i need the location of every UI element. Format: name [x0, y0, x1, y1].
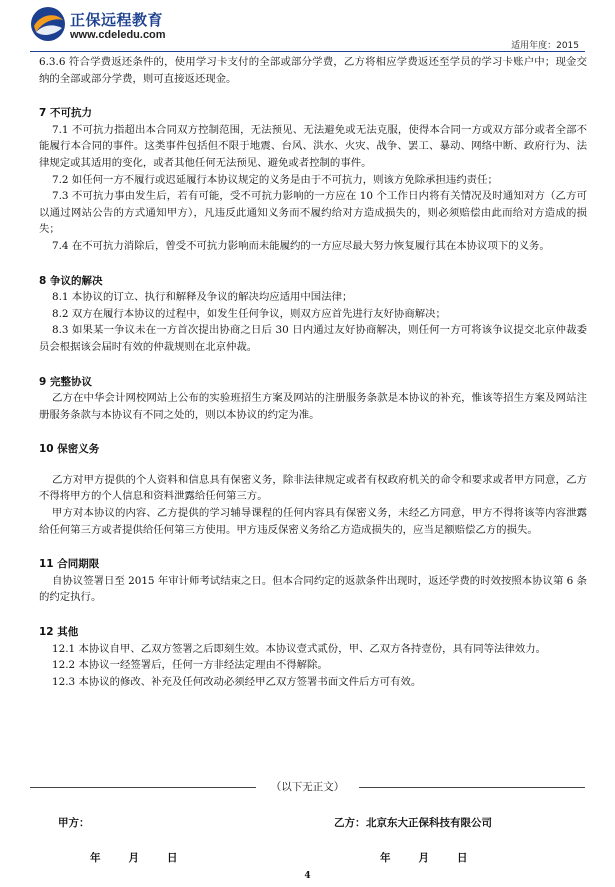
date-year: 年: [90, 852, 101, 864]
section-heading: 10 保密义务: [39, 443, 100, 456]
party-a-label: 甲方：: [58, 817, 90, 829]
spacer: [39, 255, 587, 273]
clause-paragraph: 自协议签署日至 2015 年审计师考试结束之日。但本合同约定的返款条件出现时，返还学费的时效按照本协议第 6 条的约定执行。: [39, 574, 587, 604]
section-heading: 7 不可抗力: [39, 107, 92, 120]
clause-paragraph: 乙方在中华会计网校网站上公布的实验班招生方案及网站的注册服务条款是本协议的补充，惟该等招生方案及网站注册服务条款与本协议有不同之处的，则以本协议的约定为准。: [39, 392, 587, 421]
clause-paragraph: 8.2 双方在履行本协议的过程中，如发生任何争议，则双方应首先进行友好协商解决；: [52, 307, 446, 320]
spacer: [39, 87, 587, 105]
page-number: 4: [304, 871, 311, 881]
clause-paragraph: 7.4 在不可抗力消除后，曾受不可抗力影响而未能履约的一方应尽最大努力恢复履行其在本协议项下的义务。: [52, 239, 550, 252]
spacer: [39, 606, 587, 624]
party-b-label: 乙方：: [334, 817, 366, 829]
clause-paragraph: 12.3 本协议的修改、补充及任何改动必须经甲乙双方签署书面文件后方可有效。: [52, 675, 422, 688]
clause-paragraph: 7.2 如任何一方不履行或迟延履行本协议规定的义务是由于不可抗力，则该方免除承担违约责任；: [52, 173, 498, 186]
brand-name: 正保远程教育: [70, 11, 164, 29]
section-heading: 12 其他: [39, 626, 79, 639]
spacer: [39, 356, 587, 374]
applicable-year: 适用年度：2015: [511, 41, 579, 51]
brand-url: www.cdeledu.com: [70, 29, 166, 41]
clause-paragraph: 7.1 不可抗力指超出本合同双方控制范围，无法预见、无法避免或无法克服，使得本合同一方或双方部分或者全部不能履行本合同的事件。这类事件包括但不限于地震、台风、洪水、火灾、战争、罢工、暴动、网络中断、政府行为、法律规定或其适用的变化，或者其他任何无法预见、避免或者控制的事件。: [39, 123, 587, 169]
section-heading: 8 争议的解决: [39, 274, 103, 287]
contract-body: [39, 54, 587, 690]
clause-paragraph: 8.3 如果某一争议未在一方首次提出协商之日后 30 日内通过友好协商解决，则任何一方可将该争议提交北京仲裁委员会根据该会届时有效的仲裁规则在北京仲裁。: [39, 324, 587, 353]
spacer: [39, 423, 587, 441]
date-month: 月: [418, 852, 429, 864]
clause-paragraph: 12.2 本协议一经签署后，任何一方非经法定理由不得解除。: [52, 659, 328, 672]
end-of-text-marker: [30, 779, 585, 795]
party-a-date: [90, 850, 178, 865]
date-day: 日: [167, 852, 178, 864]
page-header: [0, 0, 615, 52]
clause-paragraph: 6.3.6 符合学费返还条件的，使用学习卡支付的全部或部分学费，乙方将相应学费返还至学员的学习卡账户中；现金交纳的全部或部分学费，则可直接返还现金。: [39, 56, 587, 85]
clause-paragraph: 12.1 本协议自甲、乙双方签署之后即刻生效。本协议壹式贰份，甲、乙双方各持壹份，具有同等法律效力。: [52, 642, 547, 655]
end-rule-right: [359, 787, 585, 788]
end-of-text-label: （以下无正文）: [270, 781, 345, 793]
date-month: 月: [128, 852, 139, 864]
party-b-name: 北京东大正保科技有限公司: [366, 817, 492, 829]
spacer: [39, 538, 587, 556]
date-year: 年: [380, 852, 391, 864]
party-b-date: [380, 850, 468, 865]
clause-paragraph: 甲方对本协议的内容、乙方提供的学习辅导课程的任何内容具有保密义务，未经乙方同意，甲方不得将该等内容泄露给任何第三方或者提供给任何第三方使用。甲方违反保密义务给乙方造成损失的，应当足额赔偿乙方的损失。: [39, 507, 587, 536]
spacer: [39, 458, 587, 472]
clause-paragraph: 8.1 本协议的订立、执行和解释及争议的解决均应适用中国法律；: [52, 291, 353, 304]
cdeledu-logo-icon: [30, 6, 66, 42]
date-day: 日: [457, 852, 468, 864]
clause-paragraph: 乙方对甲方提供的个人资料和信息具有保密义务，除非法律规定或者有权政府机关的命令和要求或者甲方同意，乙方不得将甲方的个人信息和资料泄露给任何第三方。: [39, 473, 587, 503]
section-heading: 11 合同期限: [39, 558, 100, 571]
header-divider: [30, 51, 585, 52]
section-heading: 9 完整协议: [39, 375, 92, 388]
clause-paragraph: 7.3 不可抗力事由发生后，若有可能，受不可抗力影响的一方应在 10 个工作日内将有关情况及时通知对方（乙方可以通过网站公告的方式通知甲方），凡违反此通知义务而不履约给对方造成损失的，则必须赔偿由此而给对方造成的损失；: [39, 190, 587, 236]
